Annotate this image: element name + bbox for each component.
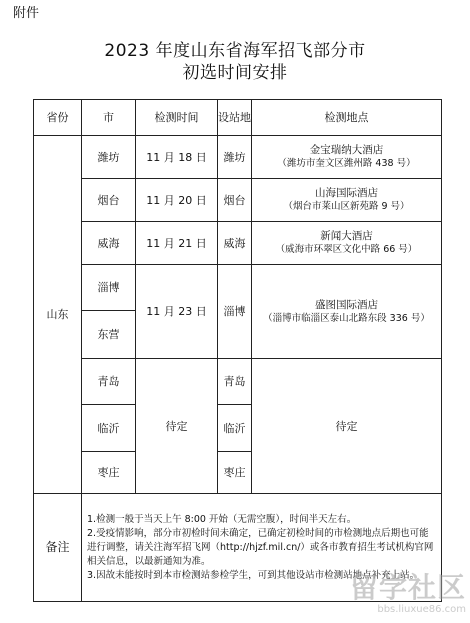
city-cell: 枣庄	[82, 452, 136, 494]
station-cell: 淄博	[218, 265, 252, 359]
location-cell	[252, 265, 442, 359]
note-item: 1.检测一般于当天上午 8:00 开始（无需空腹），时间半天左右。	[87, 513, 357, 525]
table-row	[34, 265, 442, 311]
province-cell: 山东	[34, 136, 82, 494]
notes-row	[34, 494, 442, 602]
location-name: 金宝瑞纳大酒店	[309, 144, 384, 156]
watermark-text: 留学社区	[349, 571, 466, 604]
location-address: （烟台市莱山区新苑路 9 号）	[283, 201, 410, 212]
header-time: 检测时间	[136, 100, 218, 136]
city-cell: 临沂	[82, 405, 136, 452]
time-cell: 11 月 18 日	[136, 136, 218, 179]
city-cell: 潍坊	[82, 136, 136, 179]
note-item: 3.因故未能按时到本市检测站参检学生，可到其他设站市检测站地点补充上站。	[87, 569, 420, 581]
location-cell	[252, 179, 442, 222]
header-city: 市	[82, 100, 136, 136]
location-cell	[252, 222, 442, 265]
station-cell: 潍坊	[218, 136, 252, 179]
location-address: （威海市环翠区文化中路 66 号）	[275, 244, 418, 255]
header-province: 省份	[34, 100, 82, 136]
location-cell: 待定	[252, 359, 442, 494]
station-cell: 威海	[218, 222, 252, 265]
time-cell: 11 月 20 日	[136, 179, 218, 222]
city-cell: 威海	[82, 222, 136, 265]
header-location: 检测地点	[252, 100, 442, 136]
table-header-row	[34, 100, 442, 136]
city-cell: 青岛	[82, 359, 136, 405]
city-cell: 烟台	[82, 179, 136, 222]
table-row	[34, 136, 442, 179]
location-name: 盛图国际酒店	[315, 298, 378, 311]
city-cell: 淄博	[82, 265, 136, 311]
note-item: 2.受疫情影响，部分市初检时间未确定，已确定初检时间的市检测地点后期也可能进行调整，请关注海军招飞网（http://hjzf.mil.cn/）或各市教育招生考试机构官网相关信息，以最新通知为准。	[87, 527, 434, 567]
time-cell: 11 月 23 日	[136, 265, 218, 359]
table-row	[34, 222, 442, 265]
header-station: 设站地	[218, 100, 252, 136]
station-cell: 青岛	[218, 359, 252, 405]
time-cell: 待定	[136, 359, 218, 494]
notes-cell	[82, 494, 442, 602]
page-title-line1: 2023 年度山东省海军招飞部分市	[104, 41, 366, 61]
time-cell: 11 月 21 日	[136, 222, 218, 265]
station-cell: 枣庄	[218, 452, 252, 494]
page-title-line2: 初选时间安排	[182, 63, 288, 83]
schedule-table	[33, 99, 442, 602]
location-cell	[252, 136, 442, 179]
location-name: 新闻大酒店	[320, 230, 373, 242]
station-cell: 临沂	[218, 405, 252, 452]
location-name: 山海国际酒店	[315, 187, 378, 199]
location-address: （潍坊市奎文区潍州路 438 号）	[277, 158, 416, 169]
station-cell: 烟台	[218, 179, 252, 222]
attachment-label: 附件	[13, 6, 40, 21]
location-address: （淄博市临淄区泰山北路东段 336 号）	[263, 312, 430, 324]
table-row	[34, 179, 442, 222]
notes-label: 备注	[34, 494, 82, 602]
city-cell: 东营	[82, 311, 136, 359]
table-row	[34, 359, 442, 405]
watermark-url: bbs.liuxue86.com	[377, 604, 466, 615]
